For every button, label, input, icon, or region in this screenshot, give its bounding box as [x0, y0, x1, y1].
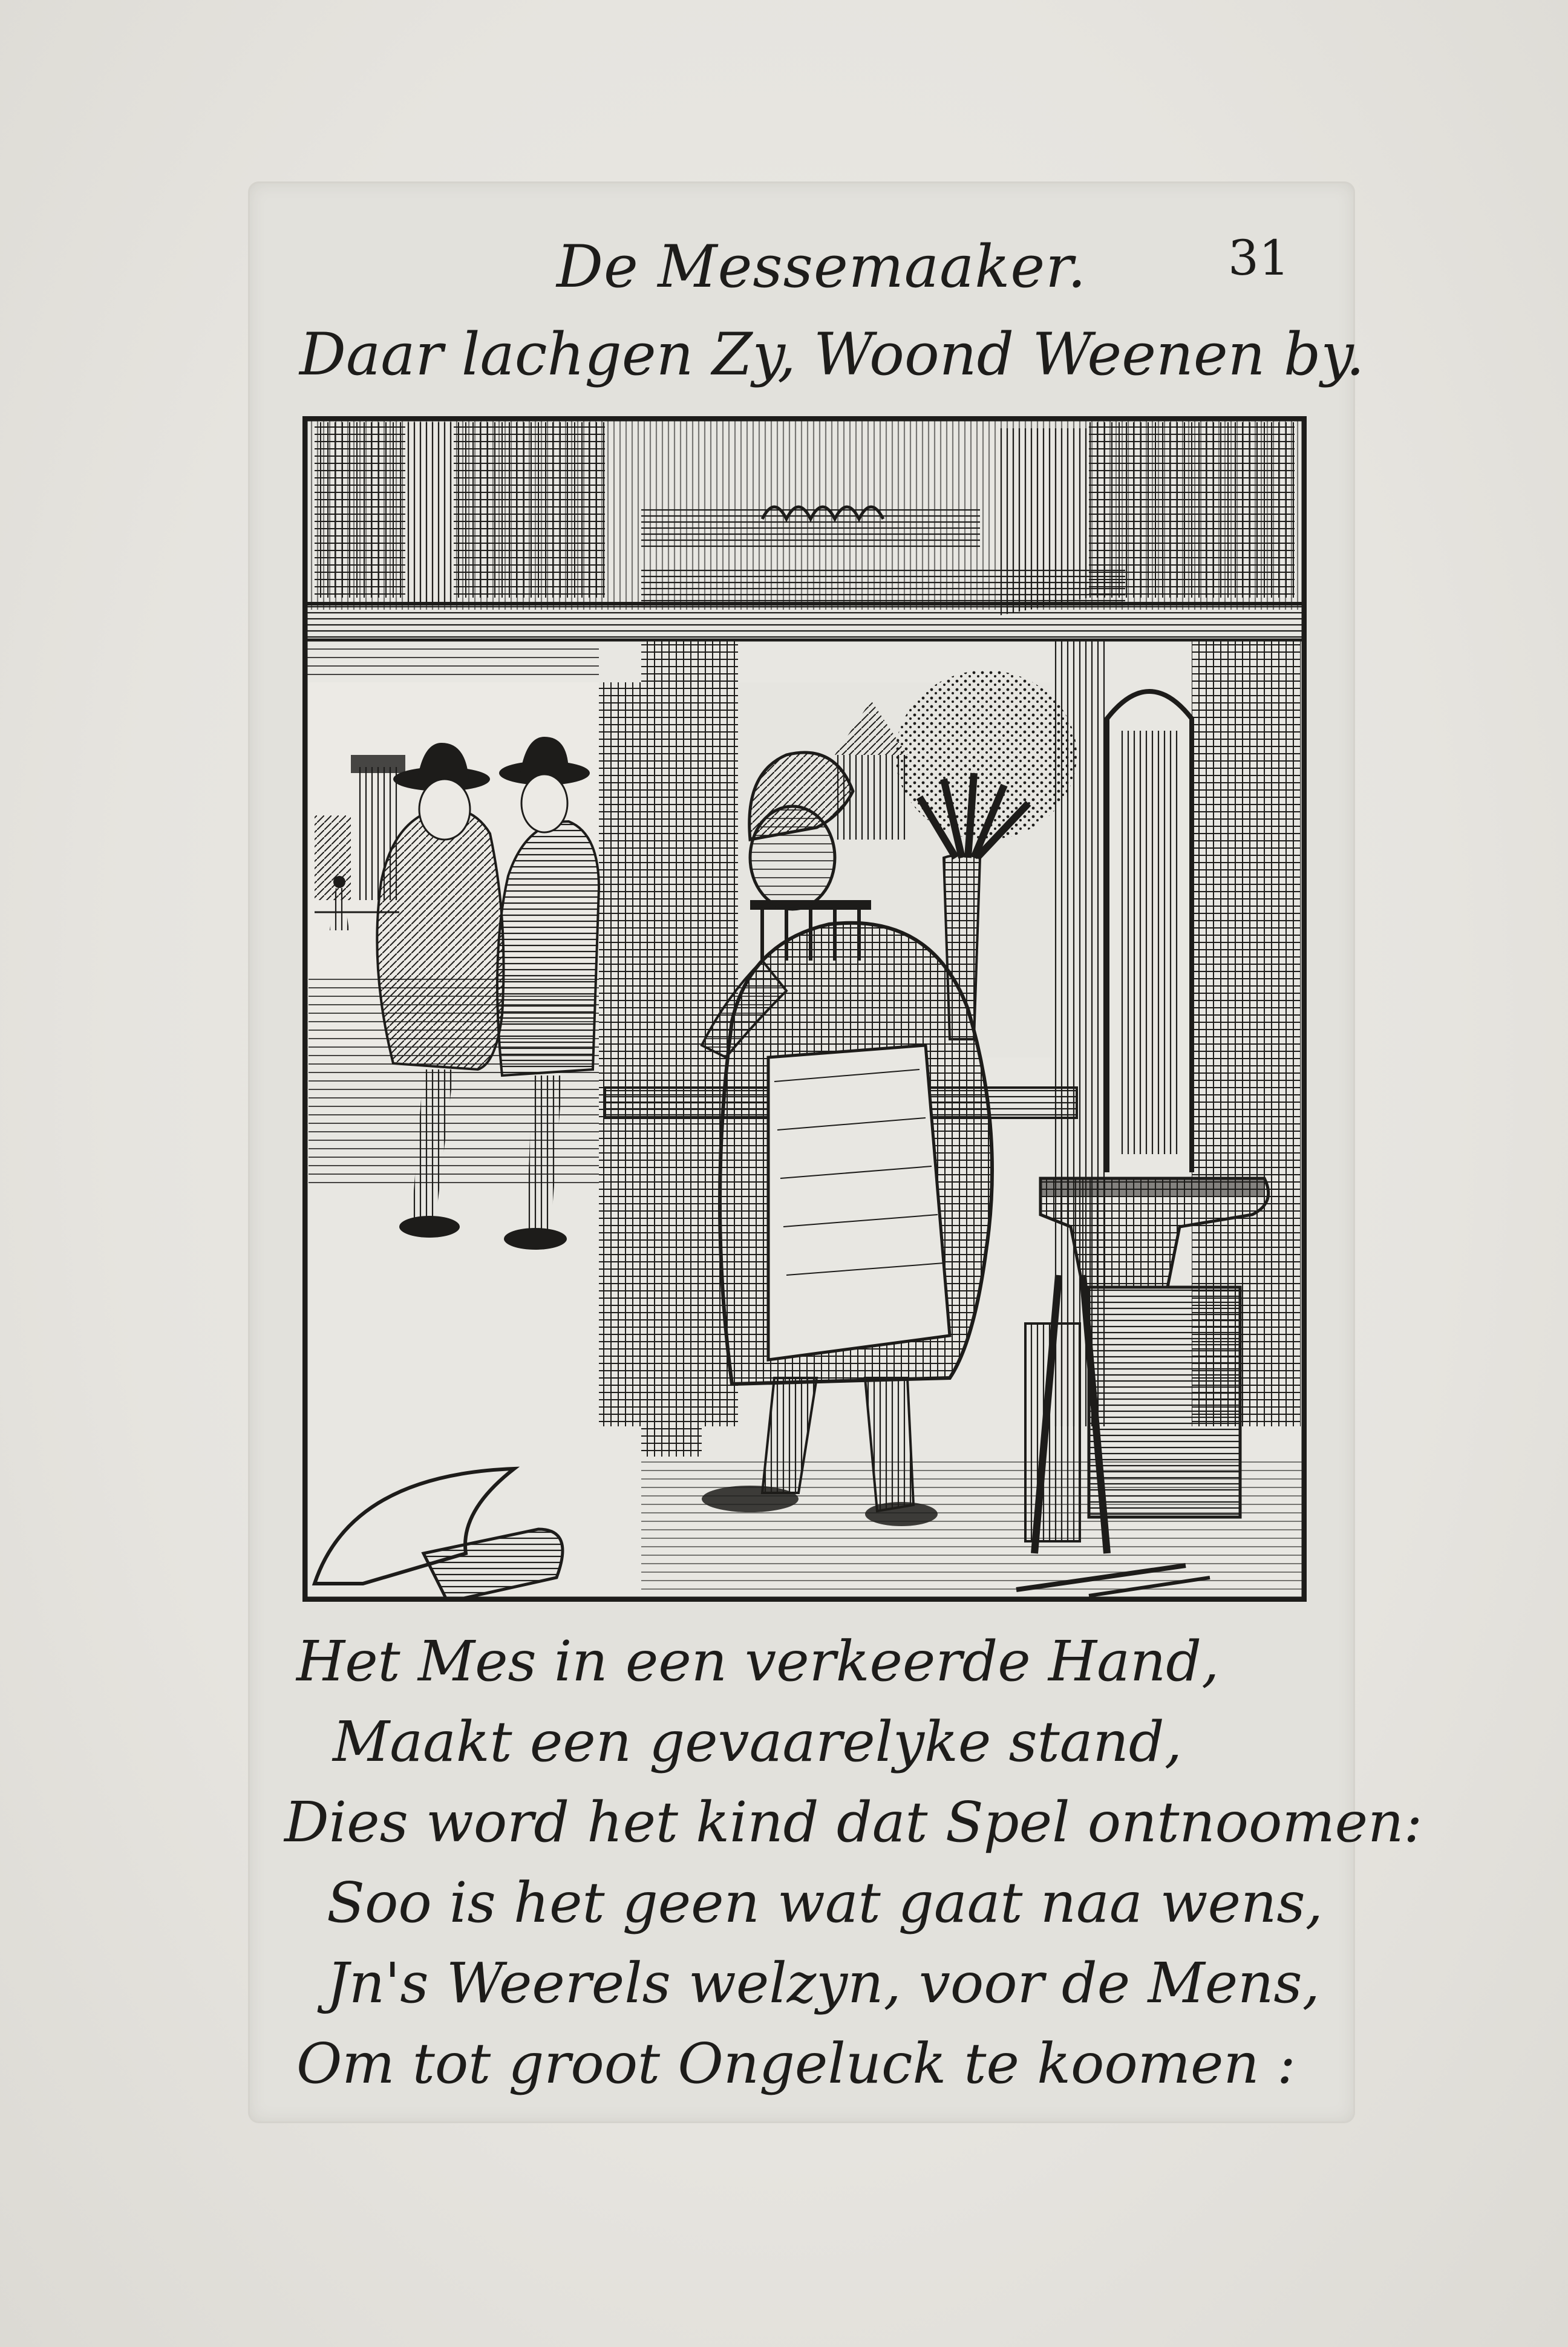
- verse-line: Dies word het kind dat Spel ontnoomen:: [284, 1790, 1423, 1855]
- verse-line: Om tot groot Ongeluck te koomen :: [296, 2031, 1296, 2096]
- engraving-illustration: [302, 416, 1307, 1602]
- verse-line: Jn's Weerels welzyn, voor de Mens,: [327, 1951, 1320, 2016]
- page-title: De Messemaaker.: [557, 233, 1087, 301]
- page-number: 31: [1228, 230, 1290, 286]
- verse-line: Maakt een gevaarelyke stand,: [333, 1709, 1182, 1774]
- verse-line: Soo is het geen wat gaat naa wens,: [327, 1870, 1323, 1935]
- verse-block: [284, 1621, 1423, 2104]
- verse-line: Het Mes in een verkeerde Hand,: [296, 1629, 1220, 1694]
- motto-left: Daar lachgen Zy,: [299, 321, 796, 388]
- motto-right: Woond Weenen by.: [814, 321, 1365, 388]
